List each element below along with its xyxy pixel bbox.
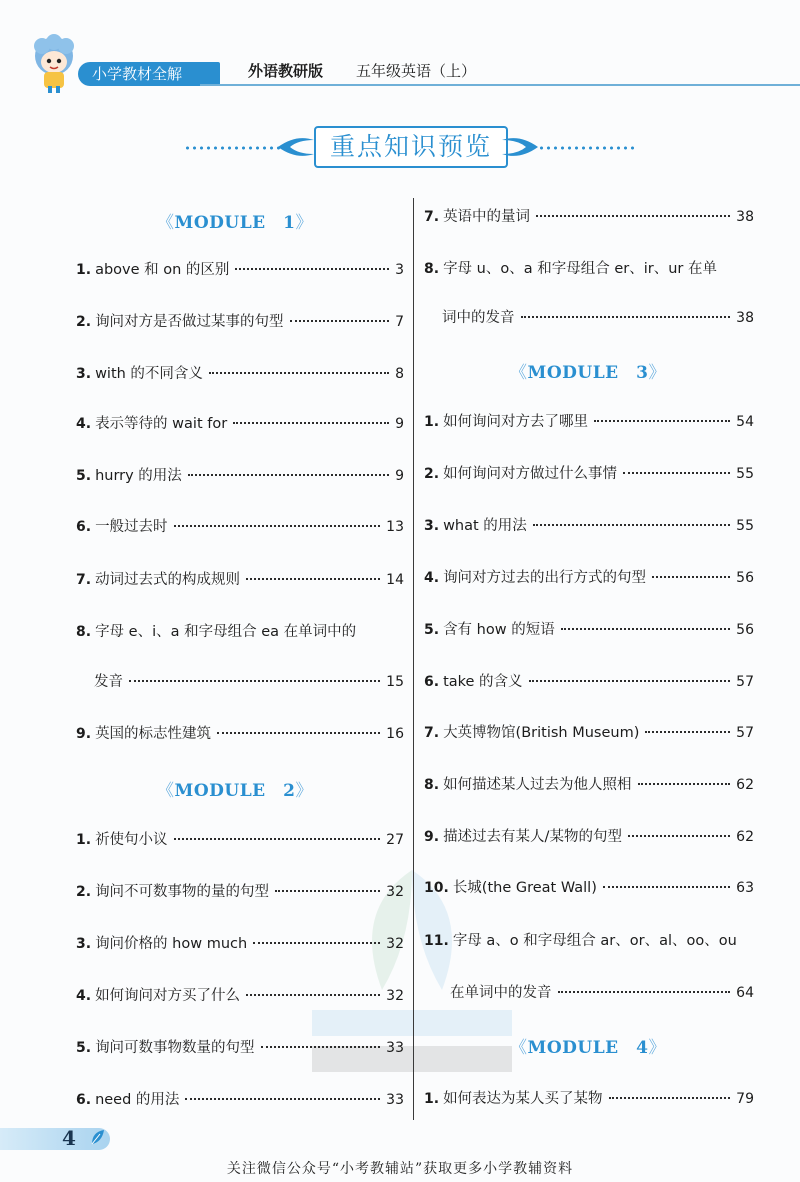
dot-leader [185, 1098, 380, 1100]
dot-leader [645, 731, 730, 733]
toc-entry[interactable] [424, 462, 754, 488]
brand-label: 小学教材全解 [78, 62, 220, 86]
dot-leader [235, 268, 389, 270]
toc-entry-continuation[interactable] [94, 670, 404, 696]
dot-leader [529, 680, 731, 682]
dotted-ornament-left [184, 146, 280, 150]
dot-leader [521, 316, 731, 318]
entry-number: 3. [424, 518, 440, 534]
toc-entry[interactable] [76, 828, 404, 854]
entry-number: 4. [76, 416, 92, 432]
module-2-heading [70, 776, 400, 801]
entry-title: 动词过去式的构成规则 [95, 572, 241, 588]
entry-page: 57 [736, 725, 754, 741]
entry-title: 表示等待的 wait for [95, 416, 228, 432]
entry-title: need 的用法 [95, 1092, 180, 1108]
dot-leader [217, 732, 380, 734]
toc-entry[interactable] [424, 773, 754, 799]
entry-title: 如何询问对方做过什么事情 [443, 466, 618, 482]
entry-title: with 的不同含义 [95, 366, 203, 382]
entry-number: 8. [76, 624, 92, 640]
toc-entry[interactable] [76, 722, 404, 748]
module-1-heading [70, 208, 400, 233]
entry-number: 5. [76, 1040, 92, 1056]
entry-number: 9. [424, 829, 440, 845]
entry-page: 32 [386, 884, 404, 900]
entry-title-continued: 在单词中的发音 [450, 985, 552, 1001]
entry-number: 1. [424, 1091, 440, 1107]
header-divider [200, 84, 800, 86]
entry-page: 38 [736, 209, 754, 225]
entry-page: 3 [395, 262, 404, 278]
entry-number: 10. [424, 880, 449, 896]
entry-page: 38 [736, 310, 754, 326]
entry-number: 4. [76, 988, 92, 1004]
entry-page: 33 [386, 1040, 404, 1056]
entry-page: 27 [386, 832, 404, 848]
entry-title: what 的用法 [443, 518, 527, 534]
dotted-ornament-right [538, 146, 634, 150]
swoosh-left-icon [276, 134, 316, 160]
entry-page: 8 [395, 366, 404, 382]
dot-leader [603, 886, 730, 888]
module-label: MODULE 4 [527, 1038, 649, 1058]
toc-entry[interactable] [76, 984, 404, 1010]
dot-leader [174, 838, 381, 840]
entry-page: 56 [736, 570, 754, 586]
entry-number: 2. [424, 466, 440, 482]
entry-title: 描述过去有某人/某物的句型 [443, 829, 622, 845]
entry-title: 字母 e、i、a 和字母组合 ea 在单词中的 [95, 624, 357, 640]
bracket-left: 《 [157, 781, 175, 801]
toc-entry[interactable] [424, 876, 754, 902]
entry-number: 8. [424, 261, 440, 277]
entry-page: 79 [736, 1091, 754, 1107]
entry-number: 6. [424, 674, 440, 690]
toc-entry[interactable] [424, 205, 754, 231]
entry-title: 询问对方是否做过某事的句型 [95, 314, 284, 330]
dot-leader [623, 472, 730, 474]
toc-entry-first-line[interactable] [424, 257, 717, 278]
toc-entry-continuation[interactable] [442, 306, 754, 332]
entry-title: take 的含义 [443, 674, 523, 690]
column-divider [413, 198, 414, 1120]
entry-number: 8. [424, 777, 440, 793]
entry-title: 询问不可数事物的量的句型 [95, 884, 270, 900]
dot-leader [594, 420, 730, 422]
leaf-icon [90, 1128, 106, 1146]
entry-title: 如何表达为某人买了某物 [443, 1091, 603, 1107]
entry-page: 14 [386, 572, 404, 588]
entry-number: 6. [76, 1092, 92, 1108]
entry-page: 13 [386, 519, 404, 535]
dot-leader [609, 1097, 731, 1099]
toc-entry[interactable] [76, 464, 404, 490]
entry-page: 56 [736, 622, 754, 638]
dot-leader [638, 783, 731, 785]
entry-number: 11. [424, 933, 449, 949]
entry-number: 5. [424, 622, 440, 638]
entry-title-continued: 词中的发音 [442, 310, 515, 326]
bracket-left: 《 [157, 213, 175, 233]
page-number: 4 [62, 1126, 76, 1150]
entry-title: 一般过去时 [95, 519, 168, 535]
dot-leader [246, 994, 380, 996]
entry-number: 6. [76, 519, 92, 535]
entry-number: 3. [76, 936, 92, 952]
entry-title: 含有 how 的短语 [443, 622, 555, 638]
entry-number: 2. [76, 314, 92, 330]
entry-number: 4. [424, 570, 440, 586]
entry-number: 2. [76, 884, 92, 900]
entry-number: 1. [76, 832, 92, 848]
dot-leader [275, 890, 380, 892]
toc-entry[interactable] [76, 1036, 404, 1062]
entry-page: 9 [395, 468, 404, 484]
entry-number: 1. [424, 414, 440, 430]
dot-leader [209, 372, 389, 374]
entry-number: 7. [76, 572, 92, 588]
toc-entry[interactable] [76, 310, 404, 336]
entry-page: 7 [395, 314, 404, 330]
dot-leader [561, 628, 730, 630]
toc-entry[interactable] [424, 1087, 754, 1113]
bracket-right: 》 [295, 213, 313, 233]
entry-title: 字母 u、o、a 和字母组合 er、ir、ur 在单 [443, 261, 717, 277]
entry-title: above 和 on 的区别 [95, 262, 230, 278]
entry-number: 7. [424, 209, 440, 225]
entry-page: 63 [736, 880, 754, 896]
swoosh-right-icon [500, 134, 540, 160]
entry-title: 英国的标志性建筑 [95, 726, 212, 742]
toc-entry-first-line[interactable] [424, 929, 737, 950]
entry-page: 16 [386, 726, 404, 742]
entry-title: 如何询问对方去了哪里 [443, 414, 589, 430]
entry-page: 62 [736, 777, 754, 793]
toc-entry[interactable] [76, 1088, 404, 1114]
entry-title: 字母 a、o 和字母组合 ar、or、al、oo、ou [452, 933, 737, 949]
entry-page: 33 [386, 1092, 404, 1108]
entry-title: 询问可数事物数量的句型 [95, 1040, 255, 1056]
bracket-right: 》 [295, 781, 313, 801]
entry-title: 询问对方过去的出行方式的句型 [443, 570, 647, 586]
toc-entry[interactable] [76, 362, 404, 388]
dot-leader [290, 320, 390, 322]
entry-number: 3. [76, 366, 92, 382]
dot-leader [536, 215, 730, 217]
toc-entry[interactable] [424, 410, 754, 436]
toc-entry[interactable] [424, 670, 754, 696]
dot-leader [261, 1046, 381, 1048]
footer-note: 关注微信公众号“小考教辅站”获取更多小学教辅资料 [226, 1161, 574, 1177]
entry-page: 55 [736, 518, 754, 534]
bracket-left: 《 [510, 363, 528, 383]
dot-leader [233, 422, 389, 424]
entry-page: 32 [386, 936, 404, 952]
dot-leader [246, 578, 380, 580]
entry-page: 55 [736, 466, 754, 482]
toc-entry[interactable] [76, 412, 404, 438]
entry-title: 如何描述某人过去为他人照相 [443, 777, 632, 793]
entry-title: 英语中的量词 [443, 209, 531, 225]
entry-page: 9 [395, 416, 404, 432]
entry-title: 祈使句小议 [95, 832, 168, 848]
dot-leader [652, 576, 730, 578]
bracket-left: 《 [510, 1038, 528, 1058]
entry-page: 62 [736, 829, 754, 845]
dot-leader [174, 525, 381, 527]
toc-entry[interactable] [76, 932, 404, 958]
toc-entry[interactable] [424, 825, 754, 851]
entry-page: 64 [736, 985, 754, 1001]
edition-label: 外语教研版 [248, 62, 324, 80]
entry-title-continued: 发音 [94, 674, 123, 690]
toc-entry-first-line[interactable] [76, 620, 356, 641]
dot-leader [558, 991, 731, 993]
entry-number: 7. [424, 725, 440, 741]
toc-entry[interactable] [424, 514, 754, 540]
entry-page: 54 [736, 414, 754, 430]
dot-leader [628, 835, 730, 837]
entry-title: hurry 的用法 [95, 468, 182, 484]
toc-entry[interactable] [76, 568, 404, 594]
module-label: MODULE 2 [174, 781, 296, 801]
page-title: 重点知识预览 [314, 126, 508, 168]
entry-number: 1. [76, 262, 92, 278]
section-title-banner [0, 126, 800, 168]
entry-page: 57 [736, 674, 754, 690]
module-4-heading [420, 1033, 756, 1058]
toc-entry[interactable] [424, 566, 754, 592]
toc-entry[interactable] [76, 258, 404, 284]
dot-leader [533, 524, 730, 526]
toc-entry[interactable] [424, 618, 754, 644]
entry-page: 32 [386, 988, 404, 1004]
page-header [0, 0, 800, 96]
toc-entry-continuation[interactable] [450, 981, 754, 1007]
toc-entry[interactable] [76, 515, 404, 541]
grade-label: 五年级英语（上） [356, 62, 477, 80]
entry-number: 5. [76, 468, 92, 484]
entry-number: 9. [76, 726, 92, 742]
dot-leader [253, 942, 380, 944]
bracket-right: 》 [648, 1038, 666, 1058]
module-label: MODULE 1 [174, 213, 296, 233]
toc-entry[interactable] [76, 880, 404, 906]
entry-title: 如何询问对方买了什么 [95, 988, 241, 1004]
entry-title: 询问价格的 how much [95, 936, 248, 952]
module-label: MODULE 3 [527, 363, 649, 383]
module-3-heading [420, 358, 756, 383]
entry-page: 15 [386, 674, 404, 690]
toc-entry[interactable] [424, 721, 754, 747]
entry-title: 大英博物馆(British Museum) [443, 725, 640, 741]
dot-leader [188, 474, 389, 476]
bracket-right: 》 [648, 363, 666, 383]
entry-title: 长城(the Great Wall) [452, 880, 597, 896]
dot-leader [129, 680, 380, 682]
